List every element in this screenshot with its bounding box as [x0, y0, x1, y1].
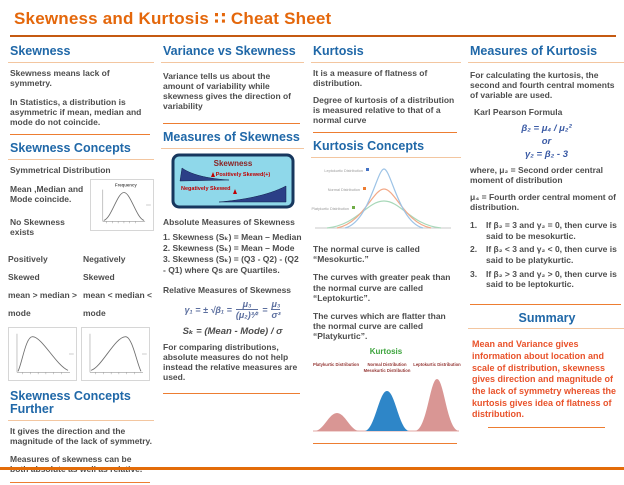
lepto-legend-marker — [366, 168, 369, 171]
kurtosis-rules-list — [470, 220, 623, 290]
symmetrical-distribution-label: Symmetrical Distribution — [10, 164, 111, 175]
heading-kurtosis-concepts: Kurtosis Concepts — [311, 135, 461, 158]
platykurtic-hump — [315, 413, 359, 431]
no-skewness-text: No Skewness exists — [10, 216, 65, 237]
negatively-skewed-title: Negatively Skewed — [83, 253, 126, 282]
graphic-negative-label: Negatively Skewed — [180, 185, 231, 192]
section-divider — [488, 427, 605, 428]
summary-text: Mean and Variance gives information about location and scale of distribution, skewness gives direction and magnitude of the lack of symmetry whereas the kurtosis gives idea of flatness of distribution. — [472, 339, 617, 420]
normal-legend-label: Normal Distribution — [327, 187, 360, 192]
mesokurtic-text: The normal curve is called “Mesokurtic.” — [313, 243, 420, 265]
heading-skewness-concepts: Skewness Concepts — [8, 137, 154, 160]
heading-kurtosis: Kurtosis — [311, 40, 461, 63]
list-item — [470, 220, 623, 241]
platy-dist-label: Platykurtic Distribution — [312, 362, 360, 368]
formula-fraction-2: $\frac{\text{μ₃}}{\text{σ³}}$ — [271, 298, 281, 320]
page-bottom-bar — [0, 467, 624, 470]
heading-measures-of-skewness: Measures of Skewness — [161, 126, 304, 149]
item-text: If β₂ > 3 and γ₂ > 0, then curve is said to be leptokurtic. — [486, 268, 617, 290]
platykurtic-text: The curves which are flatter than the normal curve are called “Platykurtic”. — [313, 310, 446, 342]
column-skewness — [8, 40, 154, 485]
kurtosis-chart-title: Kurtosis — [369, 347, 403, 357]
sk-formula: Sₖ = (Mean - Mode) / σ — [182, 325, 283, 337]
heading-skewness: Skewness — [8, 40, 154, 63]
skewness-graphic — [171, 153, 295, 209]
where-mu2-text: where, μ₂ = Second order central moment of distribution — [470, 165, 603, 186]
item-number: 1. — [470, 220, 478, 230]
section-divider — [163, 123, 300, 124]
positively-skewed-rule: mean > median > mode — [8, 289, 77, 318]
kurtosis-definition-1: It is a measure of flatness of distribution. — [313, 67, 428, 88]
karl-pearson-label: Karl Pearson Formula — [474, 107, 563, 118]
relative-skewness-formula — [163, 300, 302, 320]
column-kurtosis — [311, 40, 461, 485]
section-divider — [10, 482, 150, 483]
kurtosis-comparison-chart — [311, 357, 461, 439]
heading-summary: Summary — [468, 307, 624, 330]
platy-legend-marker — [352, 206, 355, 209]
lepto-legend-label: Leptokurtic Distribution — [324, 168, 363, 173]
normal-dist-label: Normal Distribution — [367, 362, 407, 368]
negatively-skewed-rule: mean < median < mode — [83, 289, 152, 318]
section-divider — [313, 132, 457, 133]
or-label: or — [541, 136, 552, 148]
heading-skewness-further: Skewness Concepts Further — [8, 385, 154, 421]
where-mu4-text: μ₄ = Fourth order central moment of distribution. — [470, 191, 616, 212]
kurtosis-definition-2: Degree of kurtosis of a distribution is measured relative to that of a normal curve — [313, 94, 455, 126]
section-divider — [313, 443, 457, 444]
positive-skew-chart — [8, 327, 77, 381]
graphic-positive-label: Positively Skewed(+) — [215, 171, 270, 178]
columns-grid — [8, 40, 618, 485]
gamma2-formula: γ₂ = β₂ - 3 — [525, 149, 568, 161]
mean-median-mode-text: Mean ,Median and Mode coincide. — [10, 184, 84, 205]
formula-fraction-1: $\frac{\text{μ₃}}{\text{(μ₂)³⁄²}}$ — [235, 298, 259, 320]
section-divider — [163, 393, 300, 394]
negative-skew-chart — [81, 327, 150, 381]
lepto-dist-label: Leptokurtic Distribution — [413, 362, 461, 368]
column-variance-measures — [161, 40, 304, 485]
page-title: Skewness and Kurtosis ∷ Cheat Sheet — [14, 9, 332, 28]
beta2-formula: β₂ = μ₄ / μ₂² — [521, 123, 572, 135]
skewness-definition-1: Skewness means lack of symmetry. — [10, 67, 110, 88]
absolute-measure-2: 2. Skewness (Sₖ) = Mean – Mode — [163, 243, 295, 254]
title-divider — [10, 35, 616, 37]
relative-measures-title: Relative Measures of Skewness — [163, 284, 292, 295]
leptokurtic-hump — [415, 379, 459, 431]
variance-text: Variance tells us about the amount of variability while skewness gives the direction of variability — [163, 70, 292, 112]
platy-legend-label: Platykurtic Distribution — [311, 206, 349, 211]
item-text: If β₂ = 3 and γ₂ = 0, then curve is said to be mesokurtic. — [486, 220, 617, 241]
absolute-measure-3: 3. Skewness (Sₖ) = (Q3 - Q2) - (Q2 - Q1) where Qs are Quartiles. — [163, 254, 299, 275]
item-number: 2. — [470, 244, 478, 255]
normal-hump — [365, 391, 409, 431]
kurtosis-curves-chart — [311, 160, 457, 236]
absolute-measures-title: Absolute Measures of Skewness — [163, 216, 295, 227]
kurtosis-moments-text: For calculating the kurtosis, the second and fourth central moments of variable are used. — [470, 69, 615, 100]
further-text-2: Measures of skewness can be both absolute as well as relative. — [10, 454, 143, 475]
symmetric-distribution-chart — [90, 179, 154, 231]
list-item — [470, 269, 623, 290]
heading-variance-vs-skewness: Variance vs Skewness — [161, 40, 304, 63]
formula-equals: = — [262, 304, 268, 315]
graphic-title: Skewness — [213, 158, 252, 168]
item-text: If β₂ < 3 and γ₂ < 0, then curve is said to be platykurtic. — [486, 244, 617, 265]
column-measures-kurtosis — [468, 40, 624, 485]
leptokurtic-text: The curves with greater peak than the normal curve are called “Leptokurtic”. — [313, 272, 451, 303]
list-item — [470, 244, 623, 265]
meso-dist-label: Mesokurtic Distribution — [363, 368, 411, 374]
skewness-definition-2: In Statistics, a distribution is asymmetric if mean, median and mode do not coincide. — [10, 96, 142, 128]
normal-legend-marker — [363, 187, 366, 190]
heading-measures-of-kurtosis: Measures of Kurtosis — [468, 40, 624, 63]
further-text-1: It gives the direction and the magnitude of the lack of symmetry. — [10, 425, 153, 447]
section-divider — [470, 304, 621, 305]
positively-skewed-title: Positively Skewed — [8, 253, 48, 282]
section-divider — [10, 134, 150, 135]
comparing-note: For comparing distributions, absolute measures do not help instead the relative measures are used. — [163, 341, 298, 383]
frequency-title: Frequency — [114, 182, 137, 188]
item-number: 3. — [470, 268, 478, 279]
formula-lhs: γ₁ = ± √β₁ = — [184, 304, 232, 315]
absolute-measure-1: 1. Skewness (Sₖ) = Mean – Median — [163, 231, 302, 242]
